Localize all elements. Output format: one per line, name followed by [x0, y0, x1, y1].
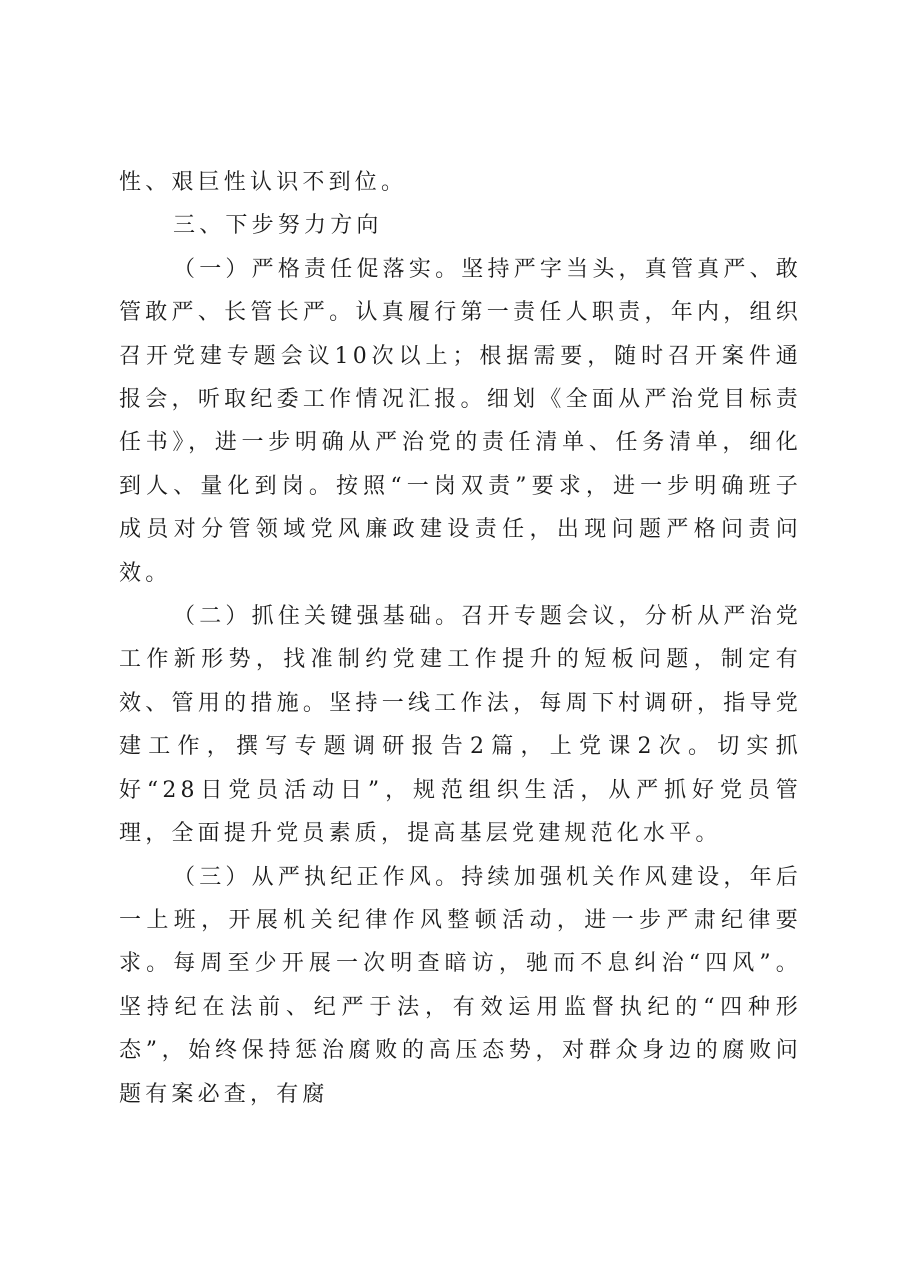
paragraph-item-2: （二）抓住关键强基础。召开专题会议，分析从严治党工作新形势，找准制约党建工作提升的短板问题，制定有效、管用的措施。坚持一线工作法，每周下村调研，指导党建工作，撰写专题调研报告2篇，上党课2次。切实抓好“28日党员活动日”，规范组织生活，从严抓好党员管理，全面提升党员素质，提高基层党建规范化水平。	[119, 604, 802, 847]
paragraph-item-3: （三）从严执纪正作风。持续加强机关作风建设，年后一上班，开展机关纪律作风整顿活动，进一步严肃纪律要求。每周至少开展一次明查暗访，驰而不息纠治“四风”。坚持纪在法前、纪严于法，有效运用监督执纪的“四种形态”，始终保持惩治腐败的高压态势，对群众身边的腐败问题有案必查，有腐	[119, 864, 802, 1107]
section-heading: 三、下步努力方向	[173, 213, 383, 239]
paragraph-continuation: 性、艰巨性认识不到位。	[119, 170, 408, 195]
paragraph-item-1: （一）严格责任促落实。坚持严字当头，真管真严、敢管敢严、长管长严。认真履行第一责任人职责，年内，组织召开党建专题会议10次以上；根据需要，随时召开案件通报会，听取纪委工作情况汇报。细划《全面从严治党目标责任书》，进一步明确从严治党的责任清单、任务清单，细化到人、量化到岗。按照“一岗双责”要求，进一步明确班子成员对分管领域党风廉政建设责任，出现问题严格问责问效。	[119, 256, 802, 586]
document-body	[119, 161, 802, 1116]
